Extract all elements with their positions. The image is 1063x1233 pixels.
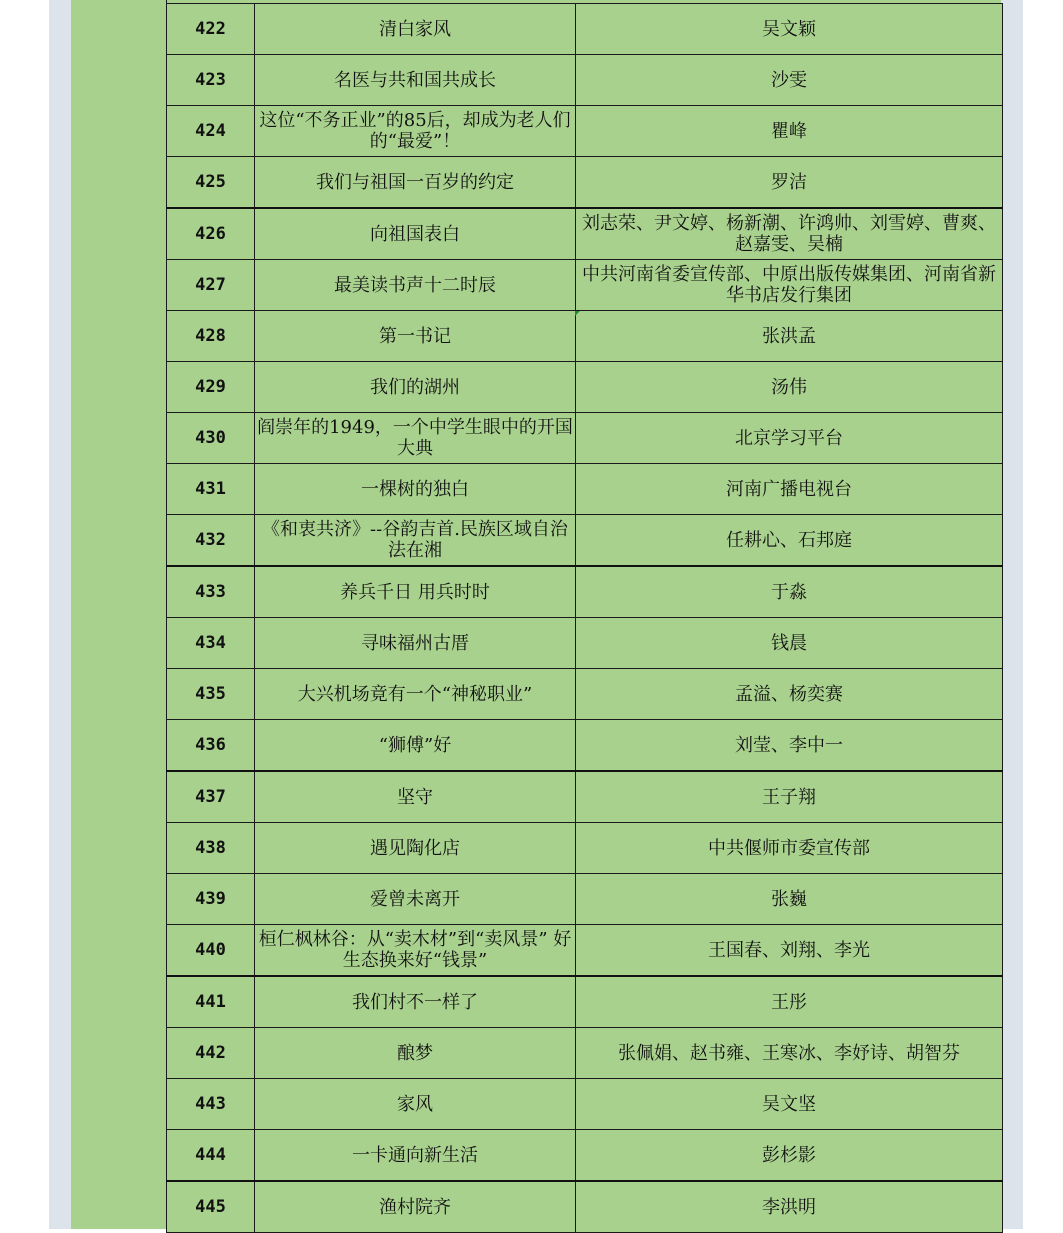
title-cell[interactable]: 这位“不务正业”的85后，却成为老人们的“最爱”！: [255, 106, 576, 157]
author-cell[interactable]: 李洪明: [576, 1181, 1003, 1233]
author-cell[interactable]: 瞿峰: [576, 106, 1003, 157]
row-number-cell[interactable]: 441: [167, 976, 255, 1028]
title-cell[interactable]: 养兵千日 用兵时时: [255, 566, 576, 618]
author-cell[interactable]: 刘莹、李中一: [576, 720, 1003, 772]
author-cell[interactable]: 北京学习平台: [576, 413, 1003, 464]
row-number-cell[interactable]: 438: [167, 823, 255, 874]
table-row: [167, 669, 1003, 720]
entries-table: [166, 3, 1003, 1233]
author-cell[interactable]: 孟溢、杨奕赛: [576, 669, 1003, 720]
title-cell[interactable]: 我们的湖州: [255, 362, 576, 413]
row-number-cell[interactable]: 424: [167, 106, 255, 157]
table-row: [167, 823, 1003, 874]
row-number-cell[interactable]: 423: [167, 55, 255, 106]
author-cell[interactable]: 张巍: [576, 874, 1003, 925]
author-cell[interactable]: 中共河南省委宣传部、中原出版传媒集团、河南省新华书店发行集团: [576, 260, 1003, 311]
author-cell[interactable]: 王彤: [576, 976, 1003, 1028]
table-row: [167, 1130, 1003, 1182]
table-row: [167, 925, 1003, 977]
title-cell[interactable]: 一棵树的独白: [255, 464, 576, 515]
author-cell[interactable]: 河南广播电视台: [576, 464, 1003, 515]
author-cell[interactable]: 沙雯: [576, 55, 1003, 106]
merged-category-cell[interactable]: [71, 0, 167, 1229]
author-cell[interactable]: 中共偃师市委宣传部: [576, 823, 1003, 874]
row-number-cell[interactable]: 436: [167, 720, 255, 772]
table-row: [167, 1028, 1003, 1079]
author-cell[interactable]: 吴文坚: [576, 1079, 1003, 1130]
table-row: [167, 311, 1003, 362]
author-cell[interactable]: 吴文颖: [576, 4, 1003, 55]
table-row: [167, 260, 1003, 311]
title-cell[interactable]: 我们村不一样了: [255, 976, 576, 1028]
author-cell[interactable]: 王子翔: [576, 771, 1003, 823]
table-row: [167, 4, 1003, 55]
author-cell[interactable]: 钱晨: [576, 618, 1003, 669]
title-cell[interactable]: 爱曾未离开: [255, 874, 576, 925]
row-number-cell[interactable]: 440: [167, 925, 255, 977]
row-number-cell[interactable]: 432: [167, 515, 255, 567]
table-row: [167, 515, 1003, 567]
table-row: [167, 208, 1003, 260]
row-number-cell[interactable]: 444: [167, 1130, 255, 1182]
row-number-cell[interactable]: 433: [167, 566, 255, 618]
table-row: [167, 157, 1003, 209]
table-row: [167, 106, 1003, 157]
author-cell[interactable]: 彭杉影: [576, 1130, 1003, 1182]
author-cell[interactable]: 张佩娟、赵书雍、王寒冰、李妤诗、胡智芬: [576, 1028, 1003, 1079]
title-cell[interactable]: 坚守: [255, 771, 576, 823]
row-number-cell[interactable]: 429: [167, 362, 255, 413]
title-cell[interactable]: 名医与共和国共成长: [255, 55, 576, 106]
title-cell[interactable]: 大兴机场竟有一个“神秘职业”: [255, 669, 576, 720]
table-row: [167, 976, 1003, 1028]
title-cell[interactable]: 最美读书声十二时辰: [255, 260, 576, 311]
row-number-cell[interactable]: 426: [167, 208, 255, 260]
title-cell[interactable]: 寻味福州古厝: [255, 618, 576, 669]
title-cell[interactable]: 《和衷共济》--谷韵吉首.民族区域自治法在湘: [255, 515, 576, 567]
table-row: [167, 771, 1003, 823]
row-number-cell[interactable]: 431: [167, 464, 255, 515]
title-cell[interactable]: 第一书记: [255, 311, 576, 362]
row-number-cell[interactable]: 435: [167, 669, 255, 720]
title-cell[interactable]: 我们与祖国一百岁的约定: [255, 157, 576, 209]
author-cell[interactable]: 汤伟: [576, 362, 1003, 413]
title-cell[interactable]: 渔村院齐: [255, 1181, 576, 1233]
table-row: [167, 362, 1003, 413]
row-number-cell[interactable]: 434: [167, 618, 255, 669]
table-body: [167, 4, 1003, 1233]
table-row: [167, 566, 1003, 618]
row-number-cell[interactable]: 428: [167, 311, 255, 362]
author-cell[interactable]: 罗洁: [576, 157, 1003, 209]
row-number-cell[interactable]: 437: [167, 771, 255, 823]
author-cell[interactable]: 任耕心、石邦庭: [576, 515, 1003, 567]
title-cell[interactable]: “狮傅”好: [255, 720, 576, 772]
title-cell[interactable]: 遇见陶化店: [255, 823, 576, 874]
row-number-cell[interactable]: 445: [167, 1181, 255, 1233]
row-number-cell[interactable]: 442: [167, 1028, 255, 1079]
title-cell[interactable]: 阎崇年的1949，一个中学生眼中的开国大典: [255, 413, 576, 464]
table-row: [167, 720, 1003, 772]
row-number-cell[interactable]: 422: [167, 4, 255, 55]
title-cell[interactable]: 桓仁枫林谷：从“卖木材”到“卖风景” 好生态换来好“钱景”: [255, 925, 576, 977]
row-number-cell[interactable]: 439: [167, 874, 255, 925]
author-cell[interactable]: 王国春、刘翔、李光: [576, 925, 1003, 977]
author-cell[interactable]: 刘志荣、尹文婷、杨新潮、许鸿帅、刘雪婷、曹爽、赵嘉雯、吴楠: [576, 208, 1003, 260]
row-number-cell[interactable]: 430: [167, 413, 255, 464]
title-cell[interactable]: 酿梦: [255, 1028, 576, 1079]
table-row: [167, 1079, 1003, 1130]
author-cell[interactable]: 于淼: [576, 566, 1003, 618]
cell-fill-handle-marker: [575, 311, 580, 316]
table-row: [167, 618, 1003, 669]
row-number-cell[interactable]: 425: [167, 157, 255, 209]
title-cell[interactable]: 向祖国表白: [255, 208, 576, 260]
table-row: [167, 55, 1003, 106]
table-row: [167, 874, 1003, 925]
title-cell[interactable]: 家风: [255, 1079, 576, 1130]
table-row: [167, 464, 1003, 515]
title-cell[interactable]: 清白家风: [255, 4, 576, 55]
row-number-cell[interactable]: 427: [167, 260, 255, 311]
table-row: [167, 413, 1003, 464]
table-row: [167, 1181, 1003, 1233]
author-cell[interactable]: 张洪孟: [576, 311, 1003, 362]
title-cell[interactable]: 一卡通向新生活: [255, 1130, 576, 1182]
row-number-cell[interactable]: 443: [167, 1079, 255, 1130]
